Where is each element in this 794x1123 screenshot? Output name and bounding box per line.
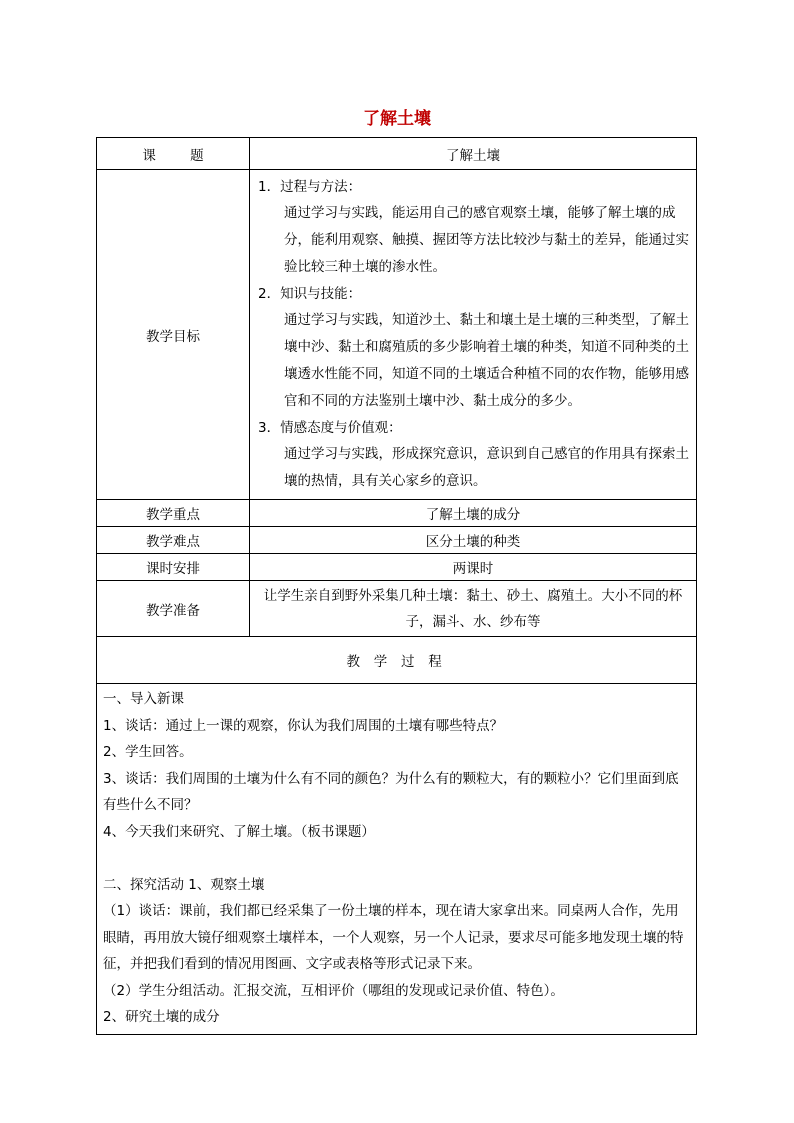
label-difficulty: 教学难点 — [97, 527, 250, 554]
label-goals: 教学目标 — [97, 170, 250, 500]
process-line: 2、学生回答。 — [103, 744, 193, 760]
process-content — [97, 684, 697, 1035]
value-preparation: 让学生亲自到野外采集几种土壤：黏土、砂土、腐殖土。大小不同的杯子，漏斗、水、纱布等 — [250, 581, 697, 637]
row-process-heading — [97, 637, 697, 684]
row-preparation — [97, 581, 697, 637]
row-schedule — [97, 554, 697, 581]
document-title: 了解土壤 — [363, 109, 431, 129]
process-line: 2、研究土壤的成分 — [103, 1009, 220, 1025]
process-line: （2）学生分组活动。汇报交流，互相评价（哪组的发现或记录价值、特色）。 — [103, 982, 564, 999]
value-subject: 了解土壤 — [250, 138, 697, 170]
value-goals — [250, 170, 697, 500]
process-line: （1）谈话：课前，我们都已经采集了一份土壤的样本，现在请大家拿出来。同桌两人合作，先用眼睛，再用放大镜仔细观察土壤样本，一个人观察，另一个人记录，要求尽可能多地发现土壤的特征，并把我们看到的情况用图画、文字或表格等形式记录下来。 — [103, 903, 684, 972]
process-line: 1、谈话：通过上一课的观察，你认为我们周围的土壤有哪些特点？ — [103, 717, 504, 734]
label-preparation: 教学准备 — [97, 581, 250, 637]
value-difficulty: 区分土壤的种类 — [250, 527, 697, 554]
goal-2-head: 2．知识与技能： — [258, 286, 362, 302]
goal-1-head: 1．过程与方法： — [258, 179, 362, 195]
row-process — [97, 684, 697, 1035]
process-line-blank — [103, 845, 690, 872]
row-difficulty — [97, 527, 697, 554]
goal-1-body: 通过学习与实践，能运用自己的感官观察土壤，能够了解土壤的成分，能利用观察、触摸、握团等方法比较沙与黏土的差异，能通过实验比较三种土壤的渗水性。 — [284, 205, 689, 275]
value-schedule: 两课时 — [250, 554, 697, 581]
process-line: 3、谈话：我们周围的土壤为什么有不同的颜色？为什么有的颗粒大，有的颗粒小？它们里面到底有些什么不同？ — [103, 770, 679, 813]
row-goals — [97, 170, 697, 500]
lesson-plan-table — [96, 137, 697, 1035]
process-line: 二、探究活动 1、观察土壤 — [103, 876, 265, 893]
process-line: 一、导入新课 — [103, 691, 184, 707]
process-heading: 教 学 过 程 — [97, 637, 697, 684]
row-subject — [97, 138, 697, 170]
label-subject: 课 题 — [97, 138, 250, 170]
row-key-point — [97, 500, 697, 527]
value-key-point: 了解土壤的成分 — [250, 500, 697, 527]
goal-3-body: 通过学习与实践，形成探究意识，意识到自己感官的作用具有探索土壤的热情，具有关心家乡的意识。 — [284, 446, 689, 489]
label-key-point: 教学重点 — [97, 500, 250, 527]
goal-3-head: 3．情感态度与价值观： — [258, 420, 402, 436]
label-schedule: 课时安排 — [97, 554, 250, 581]
process-line: 4、今天我们来研究、了解土壤。（板书课题） — [103, 823, 375, 840]
goal-2-body: 通过学习与实践，知道沙土、黏土和壤土是土壤的三种类型，了解土壤中沙、黏土和腐殖质的多少影响着土壤的种类，知道不同种类的土壤透水性能不同，知道不同的土壤适合种植不同的农作物，能够用感官和不同的方法鉴别土壤中沙、黏土成分的多少。 — [284, 312, 689, 409]
